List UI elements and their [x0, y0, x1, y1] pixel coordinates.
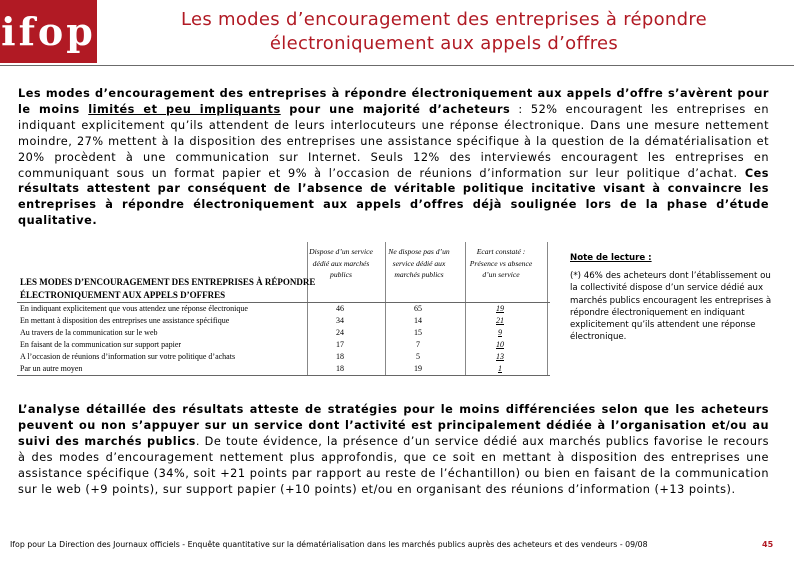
row-value-without-service: 7 — [416, 340, 420, 349]
col-header-gap: Ecart constaté : Présence vs absence d’un service — [469, 247, 533, 279]
table-row — [17, 339, 550, 351]
intro-lead-text: Les modes d’encouragement des entreprises à répondre électroniquement aux appels d’offre s’avèrent pour le moins — [18, 87, 769, 116]
table-row — [17, 327, 550, 339]
intro-lead-end: pour une majorité d’acheteurs — [280, 102, 511, 116]
row-label: En faisant de la communication sur support papier — [20, 340, 182, 349]
row-label: Par un autre moyen — [20, 364, 83, 373]
page-title — [100, 8, 788, 56]
row-label: En mettant à disposition des entreprises une assistance spécifique — [20, 316, 230, 325]
intro-underlined-phrase: limités et peu impliquants — [88, 102, 281, 116]
page-title-line-1: Les modes d’encouragement des entreprises à répondre — [180, 9, 708, 30]
intro-conclusion: Ces résultats attestent par conséquent de l’absence de véritable politique incitative visant à convaincre les entreprises à répondre électroniquement aux appels d’offres déjà soulignée lors de la phase d’étude qualitative. — [18, 166, 769, 228]
intro-body: : 52% encouragent les entreprises en indiquant explicitement qu’ils attendent de leurs interlocuteurs une réponse électronique. Dans une mesure nettement moindre, 27% mettent à la disposition des entreprises une assistance spécifique à la question de la dématérialisation et 20% procèdent à une communication sur Internet. Seuls 12% des interviewés encouragent les entreprises en communiquant sous un format papier et 9% à l’occasion de réunions d’information sur leur politique d’achat. — [18, 102, 769, 180]
row-value-without-service: 14 — [414, 316, 422, 325]
table-title-line-2: ÉLECTRONIQUEMENT AUX APPELS D’OFFRES — [20, 290, 226, 300]
row-value-without-service: 19 — [414, 364, 422, 373]
row-value-without-service: 15 — [414, 328, 422, 337]
row-value-gap: 9 — [498, 328, 502, 337]
table-row — [17, 351, 550, 363]
row-value-with-service: 18 — [336, 352, 344, 361]
row-value-gap: 13 — [496, 352, 504, 361]
intro-paragraph — [18, 86, 769, 229]
reading-note-heading: Note de lecture : — [570, 253, 652, 263]
col-header-without-service: Ne dispose pas d’un service dédié aux marchés publics — [388, 247, 450, 279]
row-value-gap: 10 — [496, 340, 504, 349]
row-value-without-service: 65 — [414, 304, 422, 313]
analysis-lead: L’analyse détaillée des résultats atteste de stratégies pour le moins différenciées selon que les acheteurs peuvent ou non s’appuyer sur un service dont l’activité est principalement dédiée à l’organisation et/ou au suivi des marchés publics — [18, 403, 769, 448]
row-value-with-service: 17 — [336, 340, 344, 349]
table-title — [20, 276, 315, 302]
reading-note-text: (*) 46% des acheteurs dont l’établissement ou la collectivité dispose d’un service dédié aux marchés publics encouragent les entreprises à répondre électroniquement en indiquant explicitement qu’ils attendent une réponse électronique. — [570, 271, 772, 343]
table-title-line-1: LES MODES D’ENCOURAGEMENT DES ENTREPRISES À RÉPONDRE — [20, 277, 316, 287]
analysis-paragraph — [18, 402, 769, 497]
ifop-logo — [0, 0, 97, 63]
row-value-with-service: 34 — [336, 316, 344, 325]
page-title-line-2: électroniquement aux appels d’offres — [269, 33, 619, 54]
row-value-without-service: 5 — [416, 352, 420, 361]
header-divider — [0, 65, 794, 66]
col-header-with-service: Dispose d’un service dédié aux marchés publics — [309, 247, 373, 279]
row-value-with-service: 18 — [336, 364, 344, 373]
table-row — [17, 303, 550, 315]
logo-text: ifop — [1, 9, 96, 54]
page-number: 45 — [762, 540, 774, 549]
row-label: A l’occasion de réunions d’information sur votre politique d’achats — [20, 352, 236, 361]
row-label: En indiquant explicitement que vous attendez une réponse électronique — [20, 304, 248, 313]
table-row — [17, 315, 550, 327]
row-value-with-service: 24 — [336, 328, 344, 337]
table-row — [17, 363, 550, 375]
row-value-gap: 1 — [498, 364, 502, 373]
table-bottom-rule — [17, 375, 550, 376]
row-value-gap: 19 — [496, 304, 504, 313]
row-value-with-service: 46 — [336, 304, 344, 313]
footer-source: Ifop pour La Direction des Journaux officiels - Enquête quantitative sur la dématérialisation dans les marchés publics auprès des acheteurs et des vendeurs - 09/08 — [10, 540, 648, 549]
row-value-gap: 21 — [496, 316, 504, 325]
row-label: Au travers de la communication sur le web — [20, 328, 158, 337]
analysis-body: . De toute évidence, la présence d’un service dédié aux marchés publics favorise le recours à des modes d’encouragement nettement plus approfondis, que ce soit en mettant à disposition des entreprises une assistance spécifique (34%, soit +21 points par rapport au reste de l’échantillon) ou bien en faisant de la communication sur le web (+9 points), sur support papier (+10 points) et/ou en organisant des réunions d’information (+13 points). — [18, 434, 770, 496]
results-table — [17, 238, 550, 376]
